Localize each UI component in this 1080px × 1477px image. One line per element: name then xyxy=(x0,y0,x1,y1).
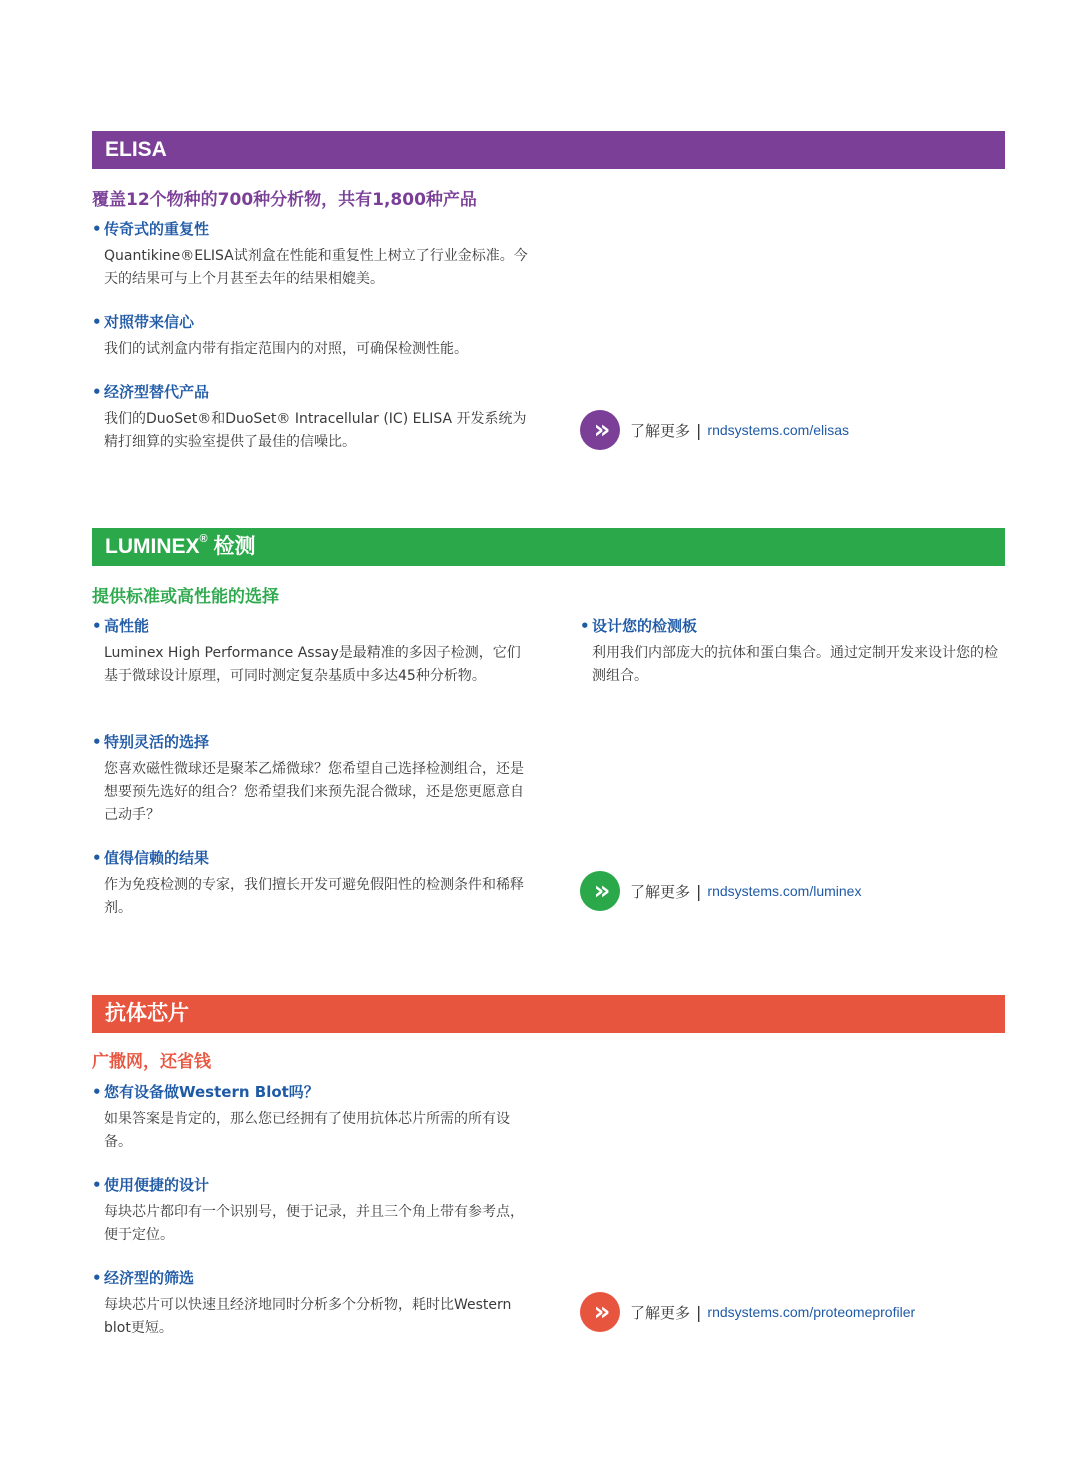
item-title: 传奇式的重复性 xyxy=(104,220,210,238)
bullet-icon: • xyxy=(92,617,102,635)
luminex-subtitle: 提供标准或高性能的选择 xyxy=(92,587,279,607)
array-item-3 xyxy=(92,1267,532,1340)
item-body: Quantikine®ELISA试剂盒在性能和重复性上树立了行业金标准。今天的结果可与上个月甚至去年的结果相媲美。 xyxy=(104,248,528,287)
arrow-icon[interactable]: » xyxy=(580,410,620,450)
cta-separator: | xyxy=(696,420,702,440)
item-title: 对照带来信心 xyxy=(104,313,195,331)
bullet-icon: • xyxy=(92,733,102,751)
item-title: 值得信赖的结果 xyxy=(104,849,210,867)
item-body: 作为免疫检测的专家，我们擅长开发可避免假阳性的检测条件和稀释剂。 xyxy=(104,877,524,916)
learn-more-label: 了解更多 xyxy=(630,1303,691,1322)
item-title: 经济型的筛选 xyxy=(104,1269,195,1287)
bullet-icon: • xyxy=(92,1083,102,1101)
luminex-item-3 xyxy=(92,847,532,920)
item-body: 我们的试剂盒内带有指定范围内的对照，可确保检测性能。 xyxy=(104,341,468,357)
learn-more-label: 了解更多 xyxy=(630,421,691,440)
item-body: Luminex High Performance Assay是最精准的多因子检测，它们基于微球设计原理，可同时测定复杂基质中多达45种分析物。 xyxy=(104,645,521,684)
bullet-icon: • xyxy=(92,1176,102,1194)
item-body: 每块芯片都印有一个识别号，便于记录，并且三个角上带有参考点，便于定位。 xyxy=(104,1204,524,1243)
item-body: 如果答案是肯定的，那么您已经拥有了使用抗体芯片所需的所有设备。 xyxy=(104,1111,510,1150)
cta-separator: | xyxy=(696,1302,702,1322)
bullet-icon: • xyxy=(92,383,102,401)
bullet-icon: • xyxy=(92,1269,102,1287)
luminex-header-suffix: 检测 xyxy=(207,535,256,558)
elisa-subtitle: 覆盖12个物种的700种分析物，共有1,800种产品 xyxy=(92,190,477,210)
luminex-section xyxy=(92,528,1005,928)
array-header xyxy=(92,995,1005,1033)
luminex-header xyxy=(92,528,1005,566)
arrow-icon[interactable]: » xyxy=(580,1292,620,1332)
item-title: 特别灵活的选择 xyxy=(104,733,210,751)
luminex-header-title: LUMINEX xyxy=(105,535,200,558)
luminex-item-4 xyxy=(580,615,1005,688)
elisa-item-1 xyxy=(92,218,532,291)
array-header-title: 抗体芯片 xyxy=(105,1002,189,1025)
luminex-item-1 xyxy=(92,615,532,688)
elisa-item-2 xyxy=(92,311,532,361)
arrow-icon[interactable]: » xyxy=(580,871,620,911)
registered-mark: ® xyxy=(199,533,208,545)
array-link[interactable]: rndsystems.com/proteomeprofiler xyxy=(707,1304,916,1320)
array-item-1 xyxy=(92,1081,532,1154)
bullet-icon: • xyxy=(92,849,102,867)
elisa-item-3 xyxy=(92,381,532,454)
luminex-learn-more[interactable] xyxy=(580,871,861,911)
item-title: 使用便捷的设计 xyxy=(104,1176,210,1194)
luminex-link[interactable]: rndsystems.com/luminex xyxy=(707,883,862,899)
elisa-link[interactable]: rndsystems.com/elisas xyxy=(707,422,849,438)
array-learn-more[interactable] xyxy=(580,1292,915,1332)
item-title: 经济型替代产品 xyxy=(104,383,210,401)
elisa-header xyxy=(92,131,1005,169)
item-body: 每块芯片可以快速且经济地同时分析多个分析物，耗时比Western blot更短。 xyxy=(104,1297,512,1336)
antibody-array-section xyxy=(92,995,1005,1355)
item-body: 利用我们内部庞大的抗体和蛋白集合。通过定制开发来设计您的检测组合。 xyxy=(592,645,998,684)
item-body: 我们的DuoSet®和DuoSet® Intracellular (IC) ELISA 开发系统为精打细算的实验室提供了最佳的信噪比。 xyxy=(104,411,527,450)
array-item-2 xyxy=(92,1174,532,1247)
bullet-icon: • xyxy=(92,220,102,238)
elisa-section xyxy=(92,131,1005,461)
learn-more-label: 了解更多 xyxy=(630,882,691,901)
elisa-learn-more[interactable] xyxy=(580,410,849,450)
bullet-icon: • xyxy=(92,313,102,331)
cta-separator: | xyxy=(696,881,702,901)
array-subtitle: 广撒网，还省钱 xyxy=(92,1052,211,1072)
item-title: 设计您的检测板 xyxy=(592,617,698,635)
item-body: 您喜欢磁性微球还是聚苯乙烯微球？您希望自己选择检测组合，还是想要预先选好的组合？您希望我们来预先混合微球，还是您更愿意自己动手？ xyxy=(104,761,524,823)
luminex-item-2 xyxy=(92,731,532,827)
item-title: 高性能 xyxy=(104,617,150,635)
elisa-header-title: ELISA xyxy=(105,138,167,161)
item-title: 您有设备做Western Blot吗？ xyxy=(104,1083,319,1101)
bullet-icon: • xyxy=(580,617,590,635)
